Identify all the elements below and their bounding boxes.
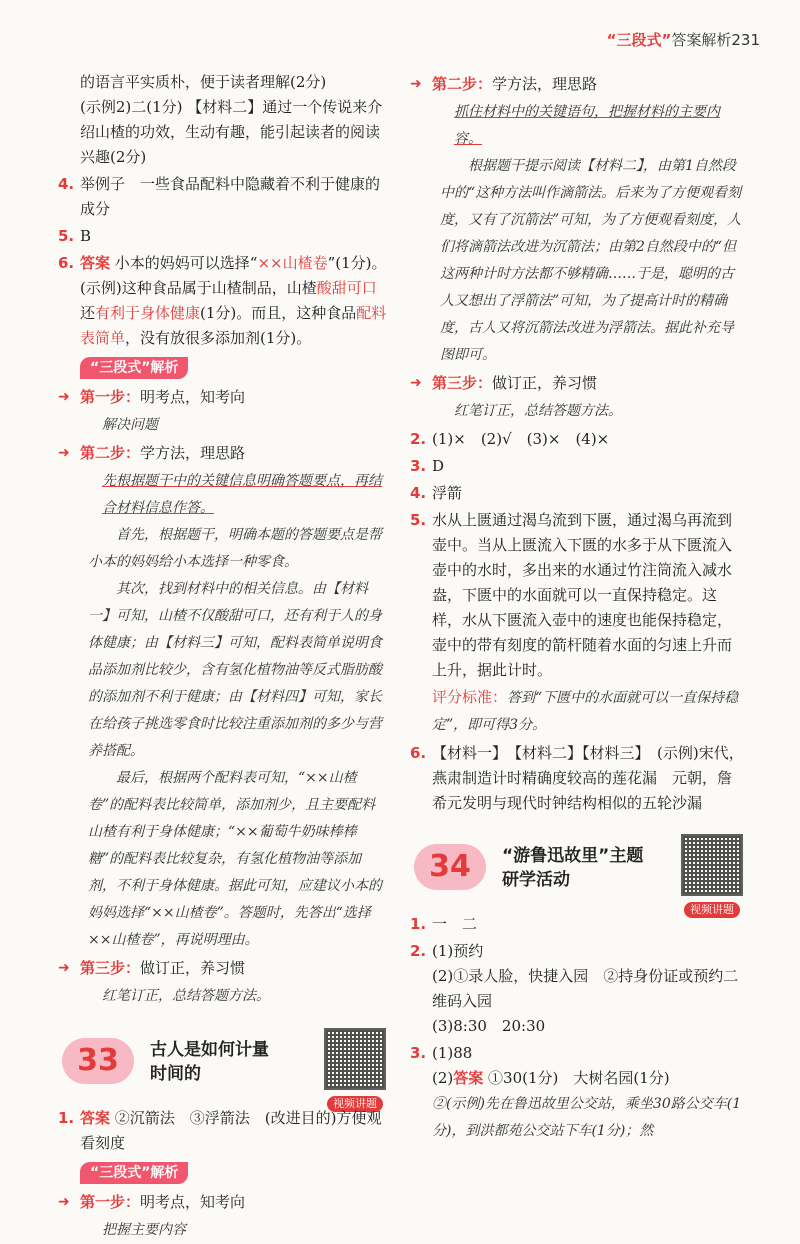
section-title-line: 古人是如何计量 bbox=[150, 1040, 269, 1060]
item-text: (1)× (2)√ (3)× (4)× bbox=[432, 430, 610, 448]
step-title: 明考点，知考向 bbox=[140, 388, 246, 406]
answer-label: 答案 bbox=[80, 1109, 111, 1127]
answer-label: 答案 bbox=[453, 1069, 484, 1087]
arrow-icon: ➜ bbox=[58, 1194, 70, 1210]
handwritten-paragraph: 首先，根据题干，明确本题的答题要点是帮小本的妈妈给小本选择一种零食。 bbox=[88, 527, 382, 570]
handwritten-note: 把握主要内容 bbox=[102, 1222, 186, 1238]
handwritten-note: 抓住材料中的关键语句，把握材料的主要内容。 bbox=[454, 104, 720, 147]
continuation-text: 的语言平实质朴，便于读者理解(2分) bbox=[80, 73, 327, 91]
section-header bbox=[410, 834, 745, 916]
answer-item bbox=[410, 427, 745, 452]
right-column bbox=[410, 70, 745, 1147]
answer-item bbox=[410, 939, 745, 1039]
step-heading bbox=[410, 72, 745, 97]
answer-item bbox=[58, 251, 388, 351]
analysis-badge: “三段式”解析 bbox=[80, 357, 188, 379]
item-text: 举例子 一些食品配料中隐藏着不利于健康的成分 bbox=[80, 175, 381, 218]
step-title: 明考点，知考向 bbox=[140, 1193, 246, 1211]
video-qr[interactable] bbox=[324, 1028, 386, 1115]
item-text: ”(1分)。(示例)这种食品属于山楂制品，山楂 bbox=[80, 254, 387, 297]
qr-caption: 视频讲题 bbox=[327, 1096, 383, 1112]
section-header bbox=[58, 1028, 388, 1110]
qr-caption: 视频讲题 bbox=[684, 902, 740, 918]
handwritten-paragraph: 最后，根据两个配料表可知，“××山楂卷”的配料表比较简单，添加剂少，且主要配料山楂有利于身体健康；“××葡萄牛奶味棒棒糖”的配料表比较复杂，有氢化植物油等添加剂，不利于身体健康。据此可知，应建议小本的妈妈选择“××山楂卷”。答题时，先答出“选择××山楂卷”，再说明理由。 bbox=[88, 770, 382, 948]
answer-item bbox=[58, 1106, 388, 1156]
item-text bbox=[432, 1066, 745, 1091]
handwritten-note: ②(示例)先在鲁迅故里公交站，乘坐30路公交车(1分)，到洪都苑公交站下车(1分)；然 bbox=[432, 1096, 742, 1139]
answer-item bbox=[410, 912, 745, 937]
section-title-line: 时间的 bbox=[150, 1064, 201, 1084]
section-number: 33 bbox=[62, 1038, 134, 1084]
step-label: 第一步： bbox=[80, 1193, 141, 1211]
item-number: 4. bbox=[58, 175, 75, 193]
step-title: 做订正，养习惯 bbox=[492, 374, 598, 392]
item-text: ②沉箭法 ③浮箭法 (改进目的)方便观看刻度 bbox=[80, 1109, 382, 1152]
item-text: (3)8:30 20:30 bbox=[432, 1017, 546, 1035]
item-number: 6. bbox=[58, 254, 75, 272]
section-title-line: “游鲁迅故里”主题 bbox=[502, 846, 644, 866]
item-text: D bbox=[432, 457, 445, 475]
grading-note bbox=[410, 685, 745, 739]
grading-text: 答到“下匮中的水面就可以一直保持稳定”，即可得3分。 bbox=[432, 690, 739, 733]
highlight-text: 有利于身体健康 bbox=[95, 304, 201, 322]
item-number: 6. bbox=[410, 744, 427, 762]
step-title: 学方法，理思路 bbox=[140, 444, 246, 462]
highlight-text: 酸甜可口 bbox=[316, 279, 377, 297]
handwritten-note: 先根据题干中的关键信息明确答题要点，再结合材料信息作答。 bbox=[102, 473, 382, 516]
qr-code-icon bbox=[681, 834, 743, 896]
arrow-icon: ➜ bbox=[58, 389, 70, 405]
page-number: 231 bbox=[731, 31, 760, 49]
item-text: B bbox=[80, 227, 92, 245]
step-label: 第二步： bbox=[432, 75, 493, 93]
step-title: 学方法，理思路 bbox=[492, 75, 598, 93]
step-heading bbox=[58, 1190, 388, 1215]
step-label: 第一步： bbox=[80, 388, 141, 406]
item-number: 2. bbox=[410, 942, 427, 960]
answer-item bbox=[58, 224, 388, 249]
section-title bbox=[502, 844, 643, 892]
handwritten-note: 红笔订正，总结答题方法。 bbox=[102, 988, 270, 1004]
answer-item bbox=[58, 172, 388, 222]
continuation-text: (示例2)二(1分) 【材料二】通过一个传说来介绍山楂的功效，生动有趣，能引起读者的阅读兴趣(2分) bbox=[80, 98, 383, 166]
item-text: 还 bbox=[80, 304, 96, 322]
item-number: 1. bbox=[58, 1109, 75, 1127]
grading-label: 评分标准： bbox=[432, 688, 508, 706]
item-text: (2)①录人脸，快捷入园 ②持身份证或预约二维码入园 bbox=[432, 967, 739, 1010]
item-number: 5. bbox=[410, 511, 427, 529]
item-number: 1. bbox=[410, 915, 427, 933]
answer-label: 答案 bbox=[80, 254, 111, 272]
step-heading bbox=[58, 441, 388, 466]
arrow-icon: ➜ bbox=[410, 375, 422, 391]
qr-code-icon bbox=[324, 1028, 386, 1090]
item-text: 水从上匮通过渴乌流到下匮，通过渴乌再流到壶中。当从上匮流入下匮的水多于从下匮流入壶中的水时，多出来的水通过竹注筒流入减水盎，下匮中的水面就可以一直保持稳定。这样，水从下匮流入壶中的速度也能保持稳定，壶中的带有刻度的箭杆随着水面的匀速上升而上升，据此计时。 bbox=[432, 511, 733, 679]
item-text: ①30(1分) 大树名园(1分) bbox=[483, 1069, 670, 1087]
answer-item bbox=[410, 1041, 745, 1145]
item-text: 浮箭 bbox=[432, 484, 463, 502]
handwritten-note: 红笔订正，总结答题方法。 bbox=[454, 403, 622, 419]
item-text: 【材料一】 【材料二】【材料三】 (示例)宋代，燕肃制造计时精确度较高的莲花漏 元朝，詹希元发明与现代时钟结构相似的五轮沙漏 bbox=[432, 744, 744, 812]
step-heading bbox=[58, 956, 388, 981]
arrow-icon: ➜ bbox=[58, 960, 70, 976]
item-text: 一 二 bbox=[432, 915, 478, 933]
item-text: (1)预约 bbox=[432, 942, 484, 960]
handwritten-note: 解决问题 bbox=[102, 417, 158, 433]
arrow-icon: ➜ bbox=[410, 76, 422, 92]
handwritten-paragraph: 根据题干提示阅读【材料二】，由第1自然段中的“这种方法叫作滴箭法。后来为了方便观看刻度，又有了沉箭法”可知，为了方便观看刻度，人们将滴箭法改进为沉箭法；由第2自然段中的“但这两种计时方法都不够精确……于是，聪明的古人又想出了浮箭法”可知，为了提高计时的精确度，古人又将沉箭法改进为浮箭法。据此补充导图即可。 bbox=[440, 158, 742, 363]
answer-item bbox=[410, 454, 745, 479]
section-title-line: 研学活动 bbox=[502, 870, 570, 890]
page-header bbox=[607, 28, 760, 53]
item-text: (2) bbox=[432, 1069, 454, 1087]
header-brand: “三段式” bbox=[606, 31, 672, 49]
item-number: 2. bbox=[410, 430, 427, 448]
answer-item bbox=[410, 481, 745, 506]
left-column bbox=[58, 70, 388, 1244]
item-text: 小本的妈妈可以选择“ bbox=[110, 254, 258, 272]
header-title: 答案解析 bbox=[671, 31, 732, 49]
answer-item bbox=[410, 741, 745, 816]
item-text: ，没有放很多添加剂(1分)。 bbox=[125, 329, 312, 347]
item-text: (1)88 bbox=[432, 1044, 473, 1062]
step-heading bbox=[58, 385, 388, 410]
item-number: 3. bbox=[410, 457, 427, 475]
item-text: (1分)。而且，这种食品 bbox=[200, 304, 357, 322]
section-title bbox=[150, 1038, 269, 1086]
handwritten-paragraph: 其次，找到材料中的相关信息。由【材料一】可知，山楂不仅酸甜可口，还有利于人的身体健康；由【材料三】可知，配料表简单说明食品添加剂比较少，含有氢化植物油等反式脂肪酸的添加剂不利于健康；由【材料四】可知，家长在给孩子挑选零食时比较注重添加剂的多少与营养搭配。 bbox=[88, 581, 382, 759]
analysis-badge: “三段式”解析 bbox=[80, 1162, 188, 1184]
step-title: 做订正，养习惯 bbox=[140, 959, 246, 977]
highlight-text: 配料表简单 bbox=[80, 304, 387, 347]
item-number: 5. bbox=[58, 227, 75, 245]
step-label: 第二步： bbox=[80, 444, 141, 462]
step-heading bbox=[410, 371, 745, 396]
item-number: 4. bbox=[410, 484, 427, 502]
step-label: 第三步： bbox=[432, 374, 493, 392]
highlight-text: ××山楂卷 bbox=[257, 254, 328, 272]
section-number: 34 bbox=[414, 844, 486, 890]
video-qr[interactable] bbox=[681, 834, 743, 921]
item-number: 3. bbox=[410, 1044, 427, 1062]
step-label: 第三步： bbox=[80, 959, 141, 977]
answer-item bbox=[410, 508, 745, 683]
arrow-icon: ➜ bbox=[58, 445, 70, 461]
